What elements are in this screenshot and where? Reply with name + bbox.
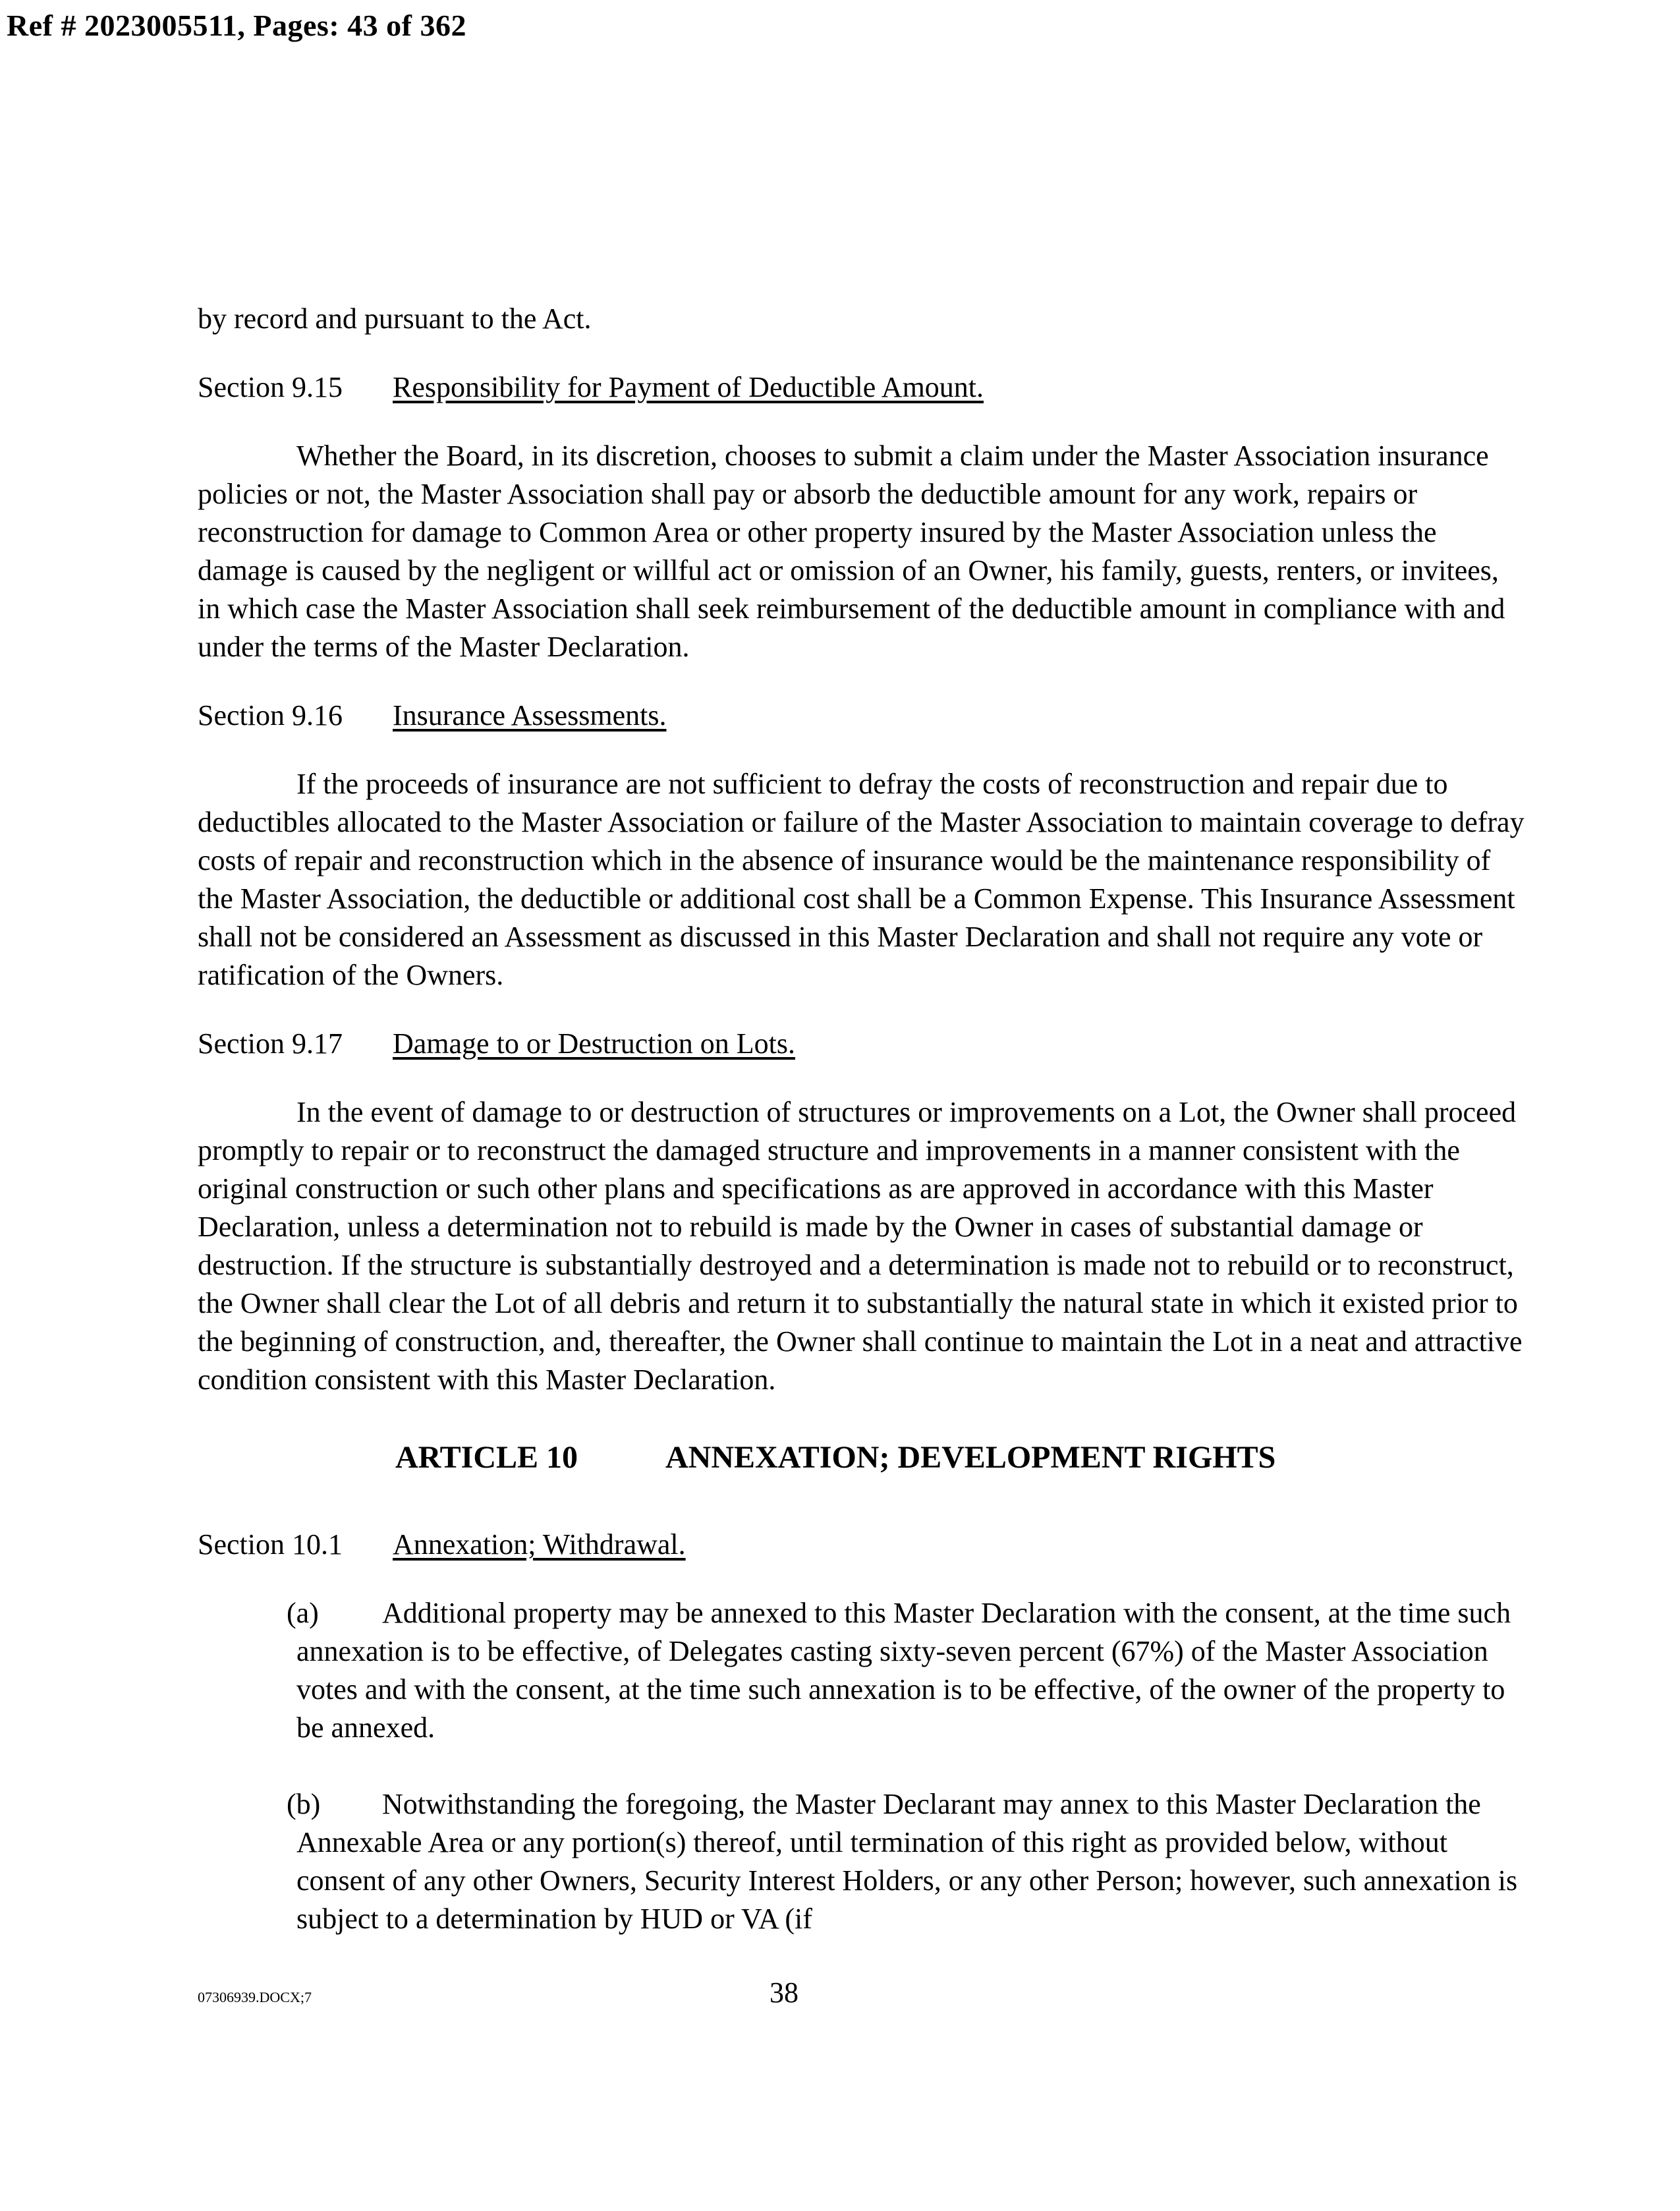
footer-document-id: 07306939.DOCX;7 (198, 1989, 312, 2005)
footer-page-number: 38 (770, 1976, 798, 2009)
subparagraph-a (287, 1594, 1528, 1747)
continued-text: by record and pursuant to the Act. (198, 302, 592, 335)
subparagraph-b (287, 1785, 1528, 1938)
section-body-9-16: If the proceeds of insurance are not sufficient to defray the costs of reconstruction and repair due to deductibles allocated to the Master Association or failure of the Master Association to maintain coverage to defray costs of repair and reconstruction which in the absence of insurance would be the maintenance responsibility of the Master Association, the deductible or additional cost shall be a Common Expense. This Insurance Assessment shall not be considered an Assessment as discussed in this Master Declaration and shall not require any vote or ratification of the Owners. (198, 768, 1525, 991)
section-title: Responsibility for Payment of Deductible Amount. (393, 371, 984, 403)
reference-header: Ref # 2023005511, Pages: 43 of 362 (7, 9, 466, 42)
section-number: Section 10.1 (198, 1528, 343, 1561)
subparagraph-label: (a) (287, 1597, 319, 1629)
section-heading-10-1 (198, 1526, 1528, 1564)
article-number: ARTICLE 10 (395, 1440, 578, 1475)
section-title: Annexation; Withdrawal. (393, 1528, 686, 1561)
section-number: Section 9.17 (198, 1027, 343, 1060)
section-number: Section 9.15 (198, 371, 343, 403)
section-heading-9-15 (198, 368, 1528, 407)
section-title: Insurance Assessments. (393, 699, 667, 732)
document-body (198, 300, 1528, 1976)
section-heading-9-17 (198, 1025, 1528, 1063)
section-body-9-17: In the event of damage to or destruction of structures or improvements on a Lot, the Owner shall proceed promptly to repair or to reconstruct the damaged structure and improvements in a manner consistent with the original construction or such other plans and specifications as are approved in accordance with this Master Declaration, unless a determination not to rebuild is made by the Owner in cases of substantial damage or destruction. If the structure is substantially destroyed and a determination is made not to rebuild or to reconstruct, the Owner shall clear the Lot of all debris and return it to substantially the natural state in which it existed prior to the beginning of construction, and, thereafter, the Owner shall continue to maintain the Lot in a neat and attractive condition consistent with this Master Declaration. (198, 1096, 1523, 1396)
section-heading-9-16 (198, 697, 1528, 735)
section-title: Damage to or Destruction on Lots. (393, 1027, 795, 1060)
subparagraph-label: (b) (287, 1788, 321, 1820)
article-heading (198, 1439, 1528, 1477)
subparagraph-text: Notwithstanding the foregoing, the Master Declarant may annex to this Master Declaration the Annexable Area or any portion(s) thereof, until termination of this right as provided below, without consent of any other Owners, Security Interest Holders, or any other Person; however, such annexation is subject to a determination by HUD or VA (if (296, 1788, 1518, 1935)
subparagraph-text: Additional property may be annexed to this Master Declaration with the consent, at the time such annexation is to be effective, of Delegates casting sixty-seven percent (67%) of the Master Association votes and with the consent, at the time such annexation is to be effective, of the owner of the property to be annexed. (296, 1597, 1511, 1744)
section-body-9-15: Whether the Board, in its discretion, chooses to submit a claim under the Master Association insurance policies or not, the Master Association shall pay or absorb the deductible amount for any work, repairs or reconstruction for damage to Common Area or other property insured by the Master Association unless the damage is caused by the negligent or willful act or omission of an Owner, his family, guests, renters, or invitees, in which case the Master Association shall seek reimbursement of the deductible amount in compliance with and under the terms of the Master Declaration. (198, 440, 1505, 663)
section-number: Section 9.16 (198, 699, 343, 732)
article-title: ANNEXATION; DEVELOPMENT RIGHTS (665, 1440, 1276, 1475)
